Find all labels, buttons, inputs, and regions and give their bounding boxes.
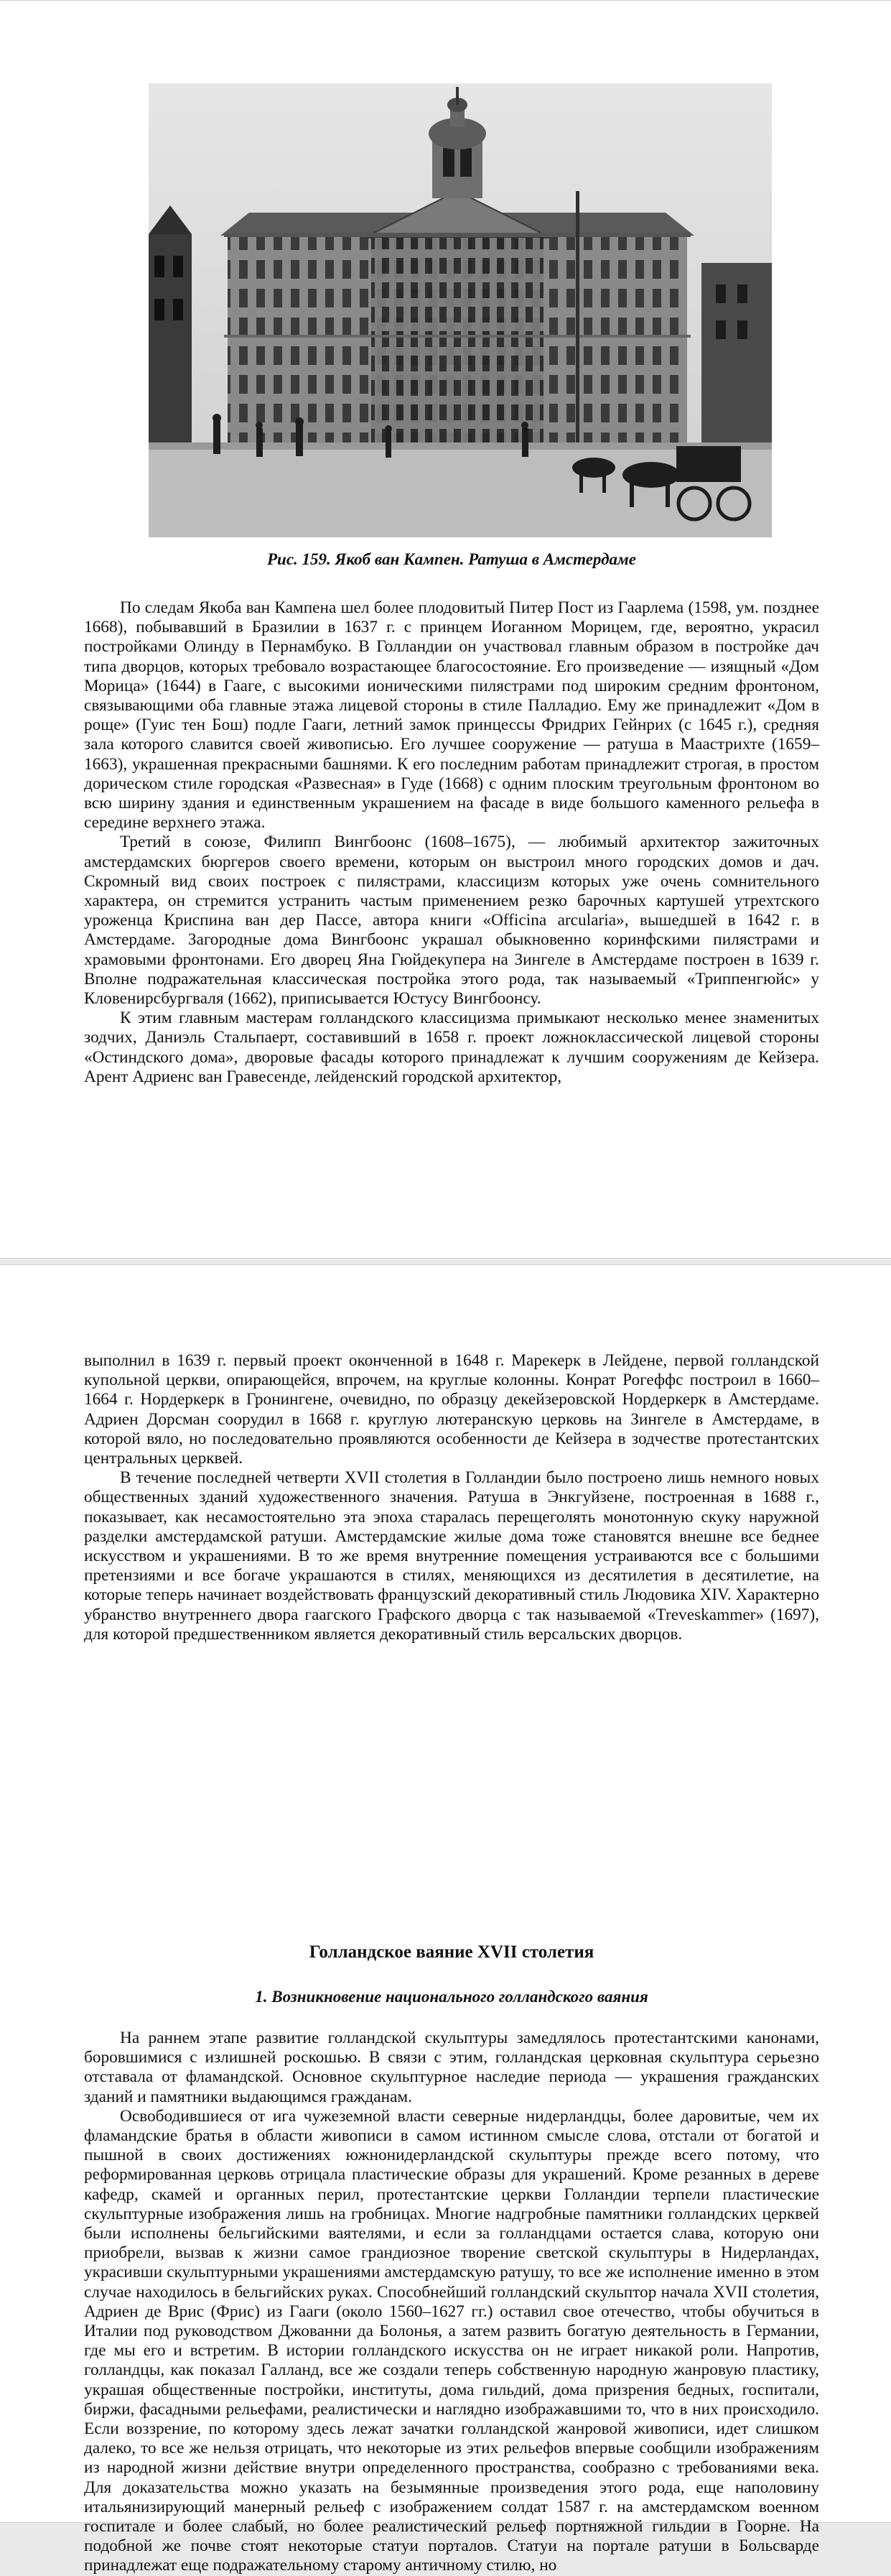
subsection-title: 1. Возникновение национального голландского ваяния [255,1988,648,2006]
paragraph: Освободившиеся от ига чужеземной власти северные нидерландцы, более даровитые, чем их фламандские братья в области живописи в самом истинном смысле слова, отстали от богатой и пышной в своих достижениях южнонидерландской скульптуры прежде всего потому, что реформированная церковь отрицала пластические образы для украшений. Кроме резанных в дереве кафедр, скамей и органных перил, протестантские церкви Голландии терпели пластические скульптурные изображения лишь на гробницах. Многие надгробные памятники голландских церквей были исполнены бельгийскими ваятелями, и если за голландцами остается слава, которую они приобрели, вызвав к жизни самое грандиозное творение светской скульптуры в Нидерландах, украсивши скульптурными украшениями амстердамскую ратушу, то все же исполнение именно в этом случае находилось в бельгийских руках. Способнейший голландский скульптор начала XVII столетия, Адриен де Врис (Фрис) из Гааги (около 1560–1627 гг.) оставил свое отечество, чтобы обучиться в Италии под руководством Джованни да Болонья, а затем развить богатую деятельность в Германии, где мы его и встретим. В истории голландского искусства он не играет никакой роли. Напротив, голландцы, как показал Галланд, все же создали теперь собственную народную жанровую пластику, украшая общественные постройки, институты, дома гильдий, дома призрения бедных, госпитали, биржи, фасадными рельефами, реалистически и наглядно изображавшими то, что в них происходило. Если воззрение, по которому здесь лежат зачатки голландской жанровой живописи, идет слишком далеко, то все же нельзя отрицать, что некоторые из этих рельефов впервые сообщили изображениям из народной жизни действие внутри определенного пространства, сообразно с требованиями века. Для доказательства можно указать на безымянные произведения этого рода, еще наполовину итальянизирующий манерный рельеф с изображением солдат 1587 г. на амстердамском военном госпитале и более слабый, но более реалистический рельеф портняжной гильдии в Гоорне. На подобной же почве стоят некоторые статуи порталов. Статуи на портале ратуши в Больсварде принадлежат еще подражательному старому античному стилю, но [84,2106,819,2575]
paragraph: К этим главным мастерам голландского классицизма примыкают несколько менее знаменитых зодчих, Даниэль Стальпаерт, составивший в 1658 г. проект ложноклассической лицевой стороны «Остиндского дома», дворовые фасады которого принадлежат к лучшим сооружениям де Кейзера. Арент Адриенс ван Гравесенде, лейденский городской архитектор, [84,1009,819,1086]
paragraph: По следам Якоба ван Кампена шел более плодовитый Питер Пост из Гаарлема (1598, ум. позднее 1668), побывавший в Бразилии в 1637 г. с принцем Иоганном Морицем, где, вероятно, украсил постройками Олинду в Пернамбуко. В Голландии он участвовал главным образом в постройке дач типа дворцов, которых требовало возрастающее благосостояние. Его произведение — изящный «Дом Морица» (1644) в Гааге, с высокими ионическими пилястрами под широким средним фронтоном, связывающими оба главные этажа лицевой стороны в стиле Палладио. Ему же принадлежит «Дом в роще» (Гуис тен Бош) подле Гааги, летний замок принцессы Фридрих Гейнрих (с 1645 г.), средняя зала которого славится своей живописью. Его лучшее сооружение — ратуша в Маастрихте (1659–1663), украшенная прекрасными башнями. К его последним работам принадлежит строгая, в простом дорическом стиле городская «Развесная» в Гуде (1668) с одним плоским треугольным фронтоном во всю ширину здания и единственным украшением на фасаде в виде большого каменного рельефа в середине верхнего этажа. [84,598,819,833]
document-page-2 [0,1264,891,2575]
page-2-body-bottom [84,2029,819,2576]
town-hall-photograph [149,83,772,537]
page-2-body-top [84,1351,819,1644]
paragraph: На раннем этапе развитие голландской скульптуры замедлялось протестантскими канонами, боровшимися с излишней роскошью. В связи с этим, голландская церковная скульптура серьезно отставала от фламандской. Основное скульптурное наследие периода — украшения гражданских зданий и памятники выдающимся гражданам. [84,2029,819,2106]
paragraph: Третий в союзе, Филипп Вингбоонс (1608–1675), — любимый архитектор зажиточных амстердамских бюргеров своего времени, которым он выстроил много городских домов и дач. Скромный вид своих построек с пилястрами, классицизм которых уже очень сомнительного характера, он стремится устранить частым применением резко барочных картушей утрехтского уроженца Криспина ван дер Пассе, автора книги «Officina arcularia», вышедшей в 1642 г. в Амстердаме. Загородные дома Вингбоонс украшал обыкновенно коринфскими пилястрами и храмовыми фронтонами. Его дворец Яна Гюйдекупера на Зингеле в Амстердаме построен в 1639 г. Вполне подражательная классическая постройка этого рода, так называемый «Триппенгюйс» у Кловенирсбургваля (1662), приписывается Юстусу Вингбоонсу. [84,833,819,1009]
figure-caption: Рис. 159. Якоб ван Кампен. Ратуша в Амстердаме [267,550,636,568]
page-1-body [84,598,819,1087]
paragraph: выполнил в 1639 г. первый проект оконченной в 1648 г. Марекерк в Лейдене, первой голландской купольной церкви, опирающейся, впрочем, на круглые колонны. Конрат Рогеффс построил в 1660–1664 г. Нордеркерк в Гронингене, очевидно, по образцу декейзеровской Нордеркерк в Амстердаме. Адриен Дорсман соорудил в 1668 г. круглую лютеранскую церковь на Зингеле в Амстердаме, в которой вяло, но последовательно проявляются особенности де Кейзера в зодчестве протестантских центральных церквей. [84,1351,819,1468]
paragraph: В течение последней четверти XVII столетия в Голландии было построено лишь немного новых общественных зданий художественного значения. Ратуша в Энкгуйзене, построенная в 1688 г., показывает, как несамостоятельно эта эпоха старалась перещеголять монотонную скуку наружной разделки амстердамской ратуши. Амстердамские жилые дома тоже становятся внешне все беднее искусством и украшениями. В то же время внутренние помещения устраиваются все с большими претензиями и все богаче украшаются в стилях, меняющихся из десятилетия в десятилетие, на которые теперь начинает воздействовать французский декоративный стиль Людовика XIV. Характерно убранство внутреннего двора гаагского Графского дворца с так называемой «Treveskammer» (1697), для которой предшественником является декоративный стиль версальских дворцов. [84,1468,819,1644]
document-page-1 [0,0,891,1259]
section-title: Голландское ваяние XVII столетия [309,1942,594,1962]
town-hall-illustration [149,83,772,537]
